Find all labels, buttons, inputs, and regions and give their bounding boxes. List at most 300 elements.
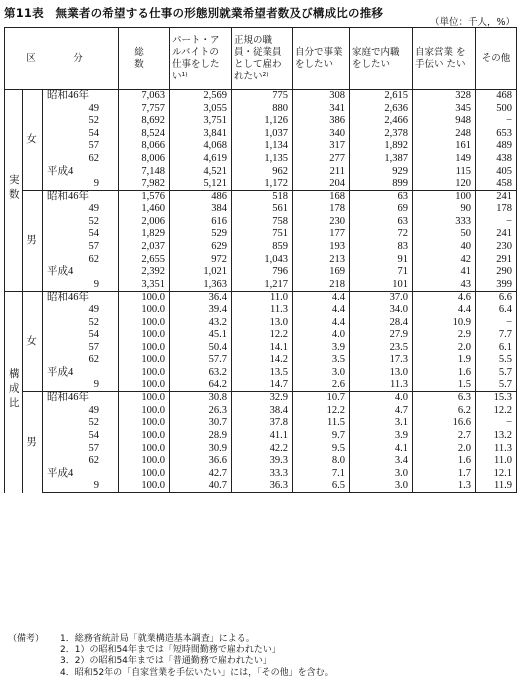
- table-row: [5, 480, 517, 493]
- table-cell: 1,021: [170, 266, 232, 279]
- table-cell: 83: [350, 241, 413, 254]
- notes: [8, 634, 518, 679]
- table-cell: 14.7: [232, 379, 293, 392]
- table-cell: 14.2: [232, 354, 293, 367]
- table-cell: 10.9: [413, 316, 476, 329]
- table-row: [5, 102, 517, 115]
- year-label: 9: [93, 177, 99, 189]
- year-label: 54: [88, 127, 99, 139]
- year-label: 62: [88, 253, 99, 265]
- table-cell: 7,063: [119, 90, 170, 103]
- table-cell: 3,351: [119, 278, 170, 291]
- table-cell: 4,068: [170, 140, 232, 153]
- table-cell: −: [476, 115, 517, 128]
- category-kouseihi: 構成比: [7, 368, 19, 412]
- table-cell: 1.7: [413, 467, 476, 480]
- table-cell: 5.5: [476, 354, 517, 367]
- table-cell: 7,148: [119, 165, 170, 178]
- table-cell: 30.9: [170, 442, 232, 455]
- table-row: [5, 190, 517, 203]
- table-cell: 11.9: [476, 480, 517, 493]
- table-cell: 50.4: [170, 341, 232, 354]
- table-cell: 115: [413, 165, 476, 178]
- table-row: [5, 152, 517, 165]
- year-era: 昭和: [47, 190, 68, 202]
- header-total: 総 数: [119, 28, 170, 90]
- year-era: 昭和: [47, 291, 68, 303]
- table-cell: 3.5: [293, 354, 350, 367]
- table-cell: 211: [293, 165, 350, 178]
- table-cell: 317: [293, 140, 350, 153]
- year-label: 49: [88, 102, 99, 114]
- table-cell: 308: [293, 90, 350, 103]
- year-era: 平成: [47, 367, 68, 378]
- table-cell: 101: [350, 278, 413, 291]
- table-row: [5, 329, 517, 342]
- table-cell: 1.6: [413, 455, 476, 468]
- table-cell: 11.3: [232, 304, 293, 317]
- table-cell: 178: [293, 203, 350, 216]
- year-label: 46年: [68, 90, 89, 102]
- table-cell: 30.8: [170, 392, 232, 405]
- category-jissu: 実数: [7, 173, 19, 203]
- table-cell: 218: [293, 278, 350, 291]
- table-row: [5, 417, 517, 430]
- table-cell: 14.1: [232, 341, 293, 354]
- table-cell: −: [476, 215, 517, 228]
- table-cell: 177: [293, 228, 350, 241]
- table-cell: 2.6: [293, 379, 350, 392]
- table-cell: 100.0: [119, 392, 170, 405]
- table-row: [5, 228, 517, 241]
- table-cell: 3.9: [350, 430, 413, 443]
- table-cell: 386: [293, 115, 350, 128]
- table-cell: 2.9: [413, 329, 476, 342]
- table-cell: 26.3: [170, 404, 232, 417]
- table-cell: 1,892: [350, 140, 413, 153]
- table-cell: 90: [413, 203, 476, 216]
- table-cell: 37.0: [350, 291, 413, 304]
- table-cell: 1,043: [232, 253, 293, 266]
- table-cell: 3,841: [170, 127, 232, 140]
- table-row: [5, 442, 517, 455]
- table-cell: 12.2: [293, 404, 350, 417]
- table-cell: −: [476, 316, 517, 329]
- table-cell: 161: [413, 140, 476, 153]
- table-cell: 529: [170, 228, 232, 241]
- table-cell: 1.5: [413, 379, 476, 392]
- table-cell: 7,757: [119, 102, 170, 115]
- table-cell: 2,615: [350, 90, 413, 103]
- table-row: [5, 455, 517, 468]
- table-cell: 328: [413, 90, 476, 103]
- table-cell: 42.7: [170, 467, 232, 480]
- table-row: [5, 115, 517, 128]
- table-cell: 100.0: [119, 467, 170, 480]
- table-body: [5, 90, 517, 493]
- table-row: [5, 266, 517, 279]
- table-row: [5, 178, 517, 191]
- year-label: 46年: [68, 392, 89, 404]
- table-cell: 1,126: [232, 115, 293, 128]
- table-cell: 100.0: [119, 341, 170, 354]
- table-cell: 458: [476, 178, 517, 191]
- table-cell: 4.7: [350, 404, 413, 417]
- table-row: [5, 203, 517, 216]
- year-label: 46年: [68, 190, 89, 202]
- table-cell: 277: [293, 152, 350, 165]
- table-cell: 12.2: [476, 404, 517, 417]
- table-cell: 9.5: [293, 442, 350, 455]
- table-cell: 2,378: [350, 127, 413, 140]
- year-label: 52: [88, 316, 99, 328]
- table-cell: 629: [170, 241, 232, 254]
- table-cell: 64.2: [170, 379, 232, 392]
- table-cell: 40.7: [170, 480, 232, 493]
- table-cell: 3.1: [350, 417, 413, 430]
- year-era: 平成: [47, 266, 68, 278]
- header-other: その他: [476, 28, 517, 90]
- year-era: 昭和: [47, 90, 68, 102]
- table-cell: 1,217: [232, 278, 293, 291]
- table-cell: 100.0: [119, 430, 170, 443]
- category-male: 男: [26, 234, 37, 246]
- table-row: [5, 316, 517, 329]
- year-label: 4: [68, 165, 74, 177]
- table-row: [5, 253, 517, 266]
- table-cell: 13.0: [350, 367, 413, 380]
- year-label: 4: [68, 266, 74, 278]
- table-cell: 290: [476, 266, 517, 279]
- year-label: 57: [88, 341, 99, 353]
- year-label: 52: [88, 215, 99, 227]
- header-part: パート・ア ルバイトの 仕事をした い¹⁾: [170, 28, 232, 90]
- table-cell: 28.9: [170, 430, 232, 443]
- table-cell: 23.5: [350, 341, 413, 354]
- table-cell: 37.8: [232, 417, 293, 430]
- year-era: 平成: [47, 165, 68, 177]
- year-label: 46年: [68, 291, 89, 303]
- note-row-3: [8, 656, 518, 667]
- table-cell: 948: [413, 115, 476, 128]
- table-cell: 4.4: [293, 316, 350, 329]
- table-cell: 1,460: [119, 203, 170, 216]
- table-cell: 8,006: [119, 152, 170, 165]
- table-cell: 2,037: [119, 241, 170, 254]
- header-home: 家庭で内職 をしたい: [350, 28, 413, 90]
- table-cell: 63.2: [170, 367, 232, 380]
- table-row: [5, 140, 517, 153]
- note-item: 3．2）の昭和54年までは「普通勤務で雇われたい」: [60, 656, 272, 667]
- year-label: 62: [88, 354, 99, 366]
- table-cell: 36.4: [170, 291, 232, 304]
- table-cell: 38.4: [232, 404, 293, 417]
- table-cell: 43: [413, 278, 476, 291]
- table-cell: 178: [476, 203, 517, 216]
- table-cell: 3.0: [293, 367, 350, 380]
- table-row: [5, 392, 517, 405]
- table-cell: 8,524: [119, 127, 170, 140]
- table-cell: 2,636: [350, 102, 413, 115]
- table-cell: 4.1: [350, 442, 413, 455]
- year-label: 49: [88, 304, 99, 316]
- table-cell: 40: [413, 241, 476, 254]
- table-cell: 11.5: [293, 417, 350, 430]
- table-cell: 213: [293, 253, 350, 266]
- table-cell: 41: [413, 266, 476, 279]
- table-cell: 71: [350, 266, 413, 279]
- table-cell: 13.0: [232, 316, 293, 329]
- table-cell: 248: [413, 127, 476, 140]
- table-row: [5, 354, 517, 367]
- year-label: 9: [93, 480, 99, 492]
- table-cell: 120: [413, 178, 476, 191]
- table-cell: −: [476, 417, 517, 430]
- table-cell: 16.6: [413, 417, 476, 430]
- table-cell: 10.7: [293, 392, 350, 405]
- table-cell: 32.9: [232, 392, 293, 405]
- table-cell: 4.0: [293, 329, 350, 342]
- header-family: 自家営業 を手伝い たい: [413, 28, 476, 90]
- table-cell: 72: [350, 228, 413, 241]
- table-cell: 36.3: [232, 480, 293, 493]
- table-cell: 13.5: [232, 367, 293, 380]
- table-cell: 4.4: [293, 304, 350, 317]
- table-cell: 30.7: [170, 417, 232, 430]
- table-cell: 50: [413, 228, 476, 241]
- table-cell: 341: [293, 102, 350, 115]
- table-cell: 6.4: [476, 304, 517, 317]
- table-cell: 3.4: [350, 455, 413, 468]
- table-cell: 230: [476, 241, 517, 254]
- table-cell: 384: [170, 203, 232, 216]
- table-cell: 2,392: [119, 266, 170, 279]
- year-label: 4: [68, 367, 74, 378]
- table-cell: 3,055: [170, 102, 232, 115]
- table-cell: 2,655: [119, 253, 170, 266]
- table-cell: 33.3: [232, 467, 293, 480]
- table-cell: 204: [293, 178, 350, 191]
- table-cell: 100.0: [119, 354, 170, 367]
- note-row-4: [8, 668, 518, 679]
- header-self: 自分で事業 をしたい: [293, 28, 350, 90]
- table-cell: 5.7: [476, 379, 517, 392]
- table-cell: 11.3: [476, 442, 517, 455]
- table-cell: 1,576: [119, 190, 170, 203]
- table-cell: 100.0: [119, 291, 170, 304]
- note-row-1: [8, 634, 518, 645]
- table-cell: 1,134: [232, 140, 293, 153]
- table-row: [5, 215, 517, 228]
- table-cell: 13.2: [476, 430, 517, 443]
- table-cell: 6.1: [476, 341, 517, 354]
- table-cell: 100.0: [119, 379, 170, 392]
- table-cell: 5,121: [170, 178, 232, 191]
- table-cell: 11.0: [476, 455, 517, 468]
- table-cell: 1,829: [119, 228, 170, 241]
- table-cell: 100.0: [119, 480, 170, 493]
- year-label: 52: [88, 417, 99, 429]
- table-cell: 405: [476, 165, 517, 178]
- table-row: [5, 90, 517, 103]
- table-row: [5, 165, 517, 178]
- table-cell: 100.0: [119, 417, 170, 430]
- title-row: [4, 2, 521, 28]
- table-cell: 100.0: [119, 455, 170, 468]
- table-cell: 486: [170, 190, 232, 203]
- category-male: 男: [26, 436, 37, 448]
- year-label: 62: [88, 152, 99, 164]
- table-cell: 12.1: [476, 467, 517, 480]
- table-cell: 3.9: [293, 341, 350, 354]
- table-cell: 929: [350, 165, 413, 178]
- table-cell: 1,037: [232, 127, 293, 140]
- table-cell: 775: [232, 90, 293, 103]
- year-label: 57: [88, 241, 99, 253]
- table-cell: 7.1: [293, 467, 350, 480]
- table-cell: 100.0: [119, 367, 170, 380]
- year-label: 4: [68, 467, 74, 479]
- table-cell: 17.3: [350, 354, 413, 367]
- year-era: 昭和: [47, 392, 68, 404]
- table-cell: 100.0: [119, 316, 170, 329]
- table-cell: 291: [476, 253, 517, 266]
- table-cell: 758: [232, 215, 293, 228]
- table-cell: 518: [232, 190, 293, 203]
- table-cell: 468: [476, 90, 517, 103]
- table-cell: 34.0: [350, 304, 413, 317]
- table-cell: 1,172: [232, 178, 293, 191]
- table-cell: 63: [350, 190, 413, 203]
- table-cell: 27.9: [350, 329, 413, 342]
- table-cell: 8,066: [119, 140, 170, 153]
- note-item: 4．昭和52年の「自家営業を手伝いたい」には，「その他」を含む。: [60, 667, 334, 678]
- table-cell: 230: [293, 215, 350, 228]
- header-kubun: 区 分: [5, 28, 119, 90]
- year-label: 57: [88, 140, 99, 152]
- table-cell: 39.3: [232, 455, 293, 468]
- table-cell: 438: [476, 152, 517, 165]
- table-cell: 42: [413, 253, 476, 266]
- table-cell: 1,363: [170, 278, 232, 291]
- table-row: [5, 379, 517, 392]
- table-cell: 9.7: [293, 430, 350, 443]
- table-cell: 4.0: [350, 392, 413, 405]
- table-cell: 500: [476, 102, 517, 115]
- table-cell: 4.4: [413, 304, 476, 317]
- year-era: 平成: [47, 467, 68, 479]
- table-cell: 6.5: [293, 480, 350, 493]
- table-cell: 6.3: [413, 392, 476, 405]
- note-item: 1．総務省統計局「就業構造基本調査」による。: [60, 634, 255, 644]
- table-cell: 12.2: [232, 329, 293, 342]
- table-row: [5, 241, 517, 254]
- table-cell: 5.7: [476, 367, 517, 380]
- table-cell: 2.0: [413, 442, 476, 455]
- table-cell: 63: [350, 215, 413, 228]
- table-cell: 751: [232, 228, 293, 241]
- table-cell: 11.3: [350, 379, 413, 392]
- table-cell: 28.4: [350, 316, 413, 329]
- table-cell: 3.0: [350, 467, 413, 480]
- table-cell: 69: [350, 203, 413, 216]
- year-label: 54: [88, 429, 99, 441]
- table-cell: 100.0: [119, 442, 170, 455]
- table-cell: 616: [170, 215, 232, 228]
- table-cell: 15.3: [476, 392, 517, 405]
- year-label: 62: [88, 455, 99, 467]
- table-cell: 193: [293, 241, 350, 254]
- category-female: 女: [26, 134, 37, 146]
- table-title: 第11表 無業者の希望する仕事の形態別就業希望者数及び構成比の推移: [4, 6, 384, 20]
- table-cell: 2,006: [119, 215, 170, 228]
- table-cell: 8.0: [293, 455, 350, 468]
- year-label: 49: [88, 203, 99, 215]
- table-cell: 2.7: [413, 430, 476, 443]
- table-cell: 41.1: [232, 430, 293, 443]
- table-row: [5, 341, 517, 354]
- table-cell: 7.7: [476, 329, 517, 342]
- table-cell: 42.2: [232, 442, 293, 455]
- table-cell: 399: [476, 278, 517, 291]
- table-cell: 880: [232, 102, 293, 115]
- notes-label: （備考）: [8, 634, 45, 644]
- table-cell: 39.4: [170, 304, 232, 317]
- header-regular: 正規の職 員・従業員 として雇わ れたい²⁾: [232, 28, 293, 90]
- table-cell: 2,569: [170, 90, 232, 103]
- note-row-2: [8, 645, 518, 656]
- note-item: 2．1）の昭和54年までは「短時間勤務で雇われたい」: [60, 645, 281, 656]
- table-cell: 3,751: [170, 115, 232, 128]
- table-cell: 36.6: [170, 455, 232, 468]
- table-cell: 11.0: [232, 291, 293, 304]
- table-cell: 45.1: [170, 329, 232, 342]
- table-cell: 2,466: [350, 115, 413, 128]
- year-label: 54: [88, 228, 99, 240]
- table-cell: 1,387: [350, 152, 413, 165]
- unit-label: （単位：千人，%）: [429, 17, 515, 28]
- table-cell: 899: [350, 178, 413, 191]
- table-row: [5, 127, 517, 140]
- table-cell: 241: [476, 190, 517, 203]
- table-cell: 6.2: [413, 404, 476, 417]
- table-cell: 4.6: [413, 291, 476, 304]
- table-row: [5, 404, 517, 417]
- table-cell: 962: [232, 165, 293, 178]
- table-row: [5, 278, 517, 291]
- table-cell: 241: [476, 228, 517, 241]
- table-cell: 100.0: [119, 329, 170, 342]
- table-cell: 489: [476, 140, 517, 153]
- table-cell: 859: [232, 241, 293, 254]
- table-cell: 1.3: [413, 480, 476, 493]
- table-row: [5, 367, 517, 380]
- year-label: 9: [93, 379, 99, 391]
- table-cell: 57.7: [170, 354, 232, 367]
- table-cell: 653: [476, 127, 517, 140]
- table-row: [5, 430, 517, 443]
- table-cell: 168: [293, 190, 350, 203]
- table-cell: 91: [350, 253, 413, 266]
- table-cell: 8,692: [119, 115, 170, 128]
- data-table: [4, 27, 517, 493]
- year-label: 57: [88, 442, 99, 454]
- table-cell: 149: [413, 152, 476, 165]
- table-cell: 345: [413, 102, 476, 115]
- table-cell: 1.9: [413, 354, 476, 367]
- table-row: [5, 304, 517, 317]
- table-cell: 100.0: [119, 404, 170, 417]
